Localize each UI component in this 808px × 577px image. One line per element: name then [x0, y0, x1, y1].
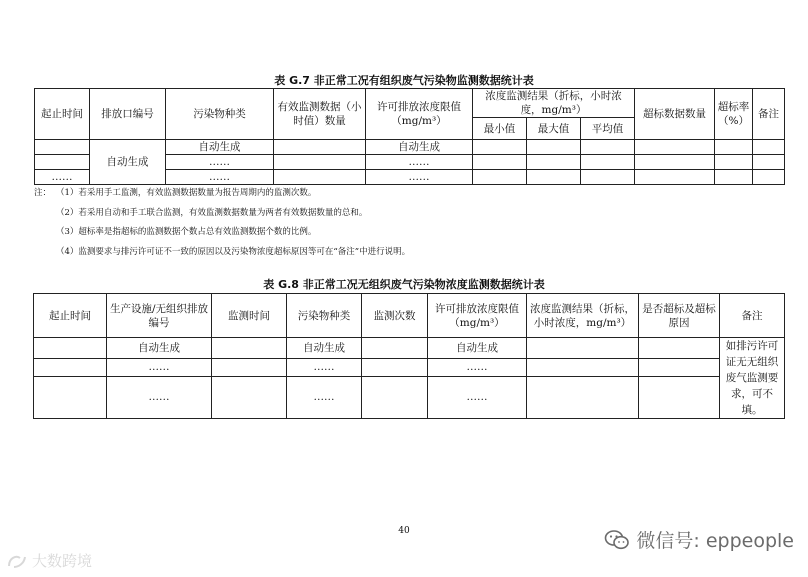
permit-limit-cell: ……	[366, 155, 473, 170]
remark-cell: 如排污许可证无无组织废气监测要求，可不填。	[720, 338, 785, 419]
header-pollutant: 污染物种类	[287, 294, 362, 338]
wechat-watermark	[604, 526, 794, 553]
note-item: （4）监测要求与排污许可证不一致的原因以及污染物浓度超标原因等可在“备注”中进行说明。	[56, 246, 411, 257]
header-monitor-time: 监测时间	[212, 294, 287, 338]
table-row	[34, 338, 785, 359]
corner-watermark	[6, 550, 92, 571]
table-g7-title: 表 G.7 非正常工况有组织废气污染物监测数据统计表	[274, 74, 534, 87]
header-permit-limit: 许可排放浓度限值（mg/m³）	[428, 294, 527, 338]
header-max: 最大值	[527, 118, 581, 140]
permit-limit-cell: ……	[428, 359, 527, 377]
header-min: 最小值	[473, 118, 527, 140]
wechat-icon	[604, 529, 630, 551]
note-item: （3）超标率是指超标的监测数据个数占总有效监测数据个数的比例。	[56, 227, 317, 237]
header-start-end-time: 起止时间	[35, 89, 90, 140]
pollutant-cell: ……	[166, 155, 274, 170]
header-start-end-time: 起止时间	[34, 294, 107, 338]
corner-watermark-text: 大数跨境	[32, 552, 93, 570]
header-exceed-rate: 超标率（%）	[715, 89, 753, 140]
notes-label: 注：	[34, 188, 52, 198]
header-monitor-count: 监测次数	[362, 294, 428, 338]
facility-cell: ……	[107, 359, 212, 377]
facility-cell: 自动生成	[107, 338, 212, 359]
table-row	[35, 140, 785, 155]
table-row	[34, 376, 785, 418]
note-item: （2）若采用自动和手工联合监测，有效监测数据数量为两者有效数据数量的总和。	[56, 207, 368, 218]
header-valid-data-count: 有效监测数据（小时值）数量	[274, 89, 366, 140]
table-g7	[34, 88, 785, 185]
table-row	[34, 359, 785, 377]
permit-limit-cell: ……	[366, 170, 473, 185]
pollutant-cell: ……	[166, 170, 274, 185]
header-permit-limit: 许可排放浓度限值（mg/m³）	[366, 89, 473, 140]
wechat-id-text: 微信号: eppeople	[636, 530, 794, 552]
header-exceed-count: 超标数据数量	[635, 89, 715, 140]
header-facility: 生产设施/无组织排放编号	[107, 294, 212, 338]
pollutant-cell: ……	[287, 376, 362, 418]
pollutant-cell: 自动生成	[287, 338, 362, 359]
pollutant-cell: 自动生成	[166, 140, 274, 155]
facility-cell: ……	[107, 376, 212, 418]
permit-limit-cell: 自动生成	[366, 140, 473, 155]
table-g8	[33, 293, 785, 419]
header-concentration-result: 浓度监测结果（折标，小时浓度，mg/m³）	[527, 294, 639, 338]
header-outlet-id: 排放口编号	[90, 89, 166, 140]
permit-limit-cell: 自动生成	[428, 338, 527, 359]
note-item: （1）若采用手工监测，有效监测数据数量为报告周期内的监测次数。	[56, 188, 317, 198]
header-remark: 备注	[720, 294, 785, 338]
permit-limit-cell: ……	[428, 376, 527, 418]
table-notes	[34, 184, 410, 262]
header-exceed-reason: 是否超标及超标原因	[639, 294, 720, 338]
header-pollutant: 污染物种类	[166, 89, 274, 140]
header-remark: 备注	[753, 89, 785, 140]
outlet-cell: 自动生成	[90, 140, 166, 185]
start-time-cell: ……	[35, 170, 90, 185]
header-avg: 平均值	[581, 118, 635, 140]
header-concentration-result: 浓度监测结果（折标，小时浓度，mg/m³）	[473, 89, 635, 118]
brand-logo-icon	[6, 552, 28, 570]
page-number: 40	[398, 526, 410, 536]
pollutant-cell: ……	[287, 359, 362, 377]
table-g8-title: 表 G.8 非正常工况无组织废气污染物浓度监测数据统计表	[263, 278, 545, 291]
